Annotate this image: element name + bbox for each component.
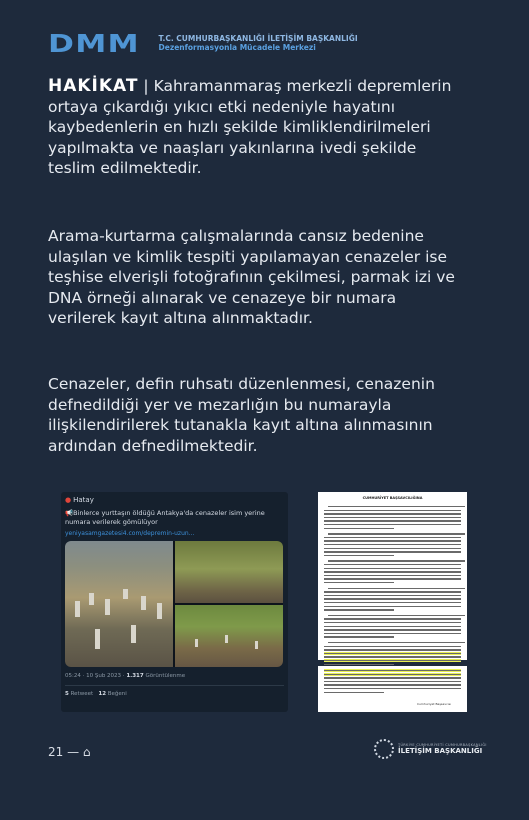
document-text-line (324, 578, 461, 579)
document-text-line (324, 618, 461, 619)
pin-icon: ● (65, 496, 72, 504)
document-text-line (324, 598, 461, 599)
document-text-line (324, 564, 461, 565)
document-text-line (324, 629, 461, 630)
document-text-line (324, 609, 394, 610)
paragraph-1-text: Kahramanmaraş merkezli depremlerin ortaya çıkardığı yıkıcı etki nedeniyle hayatını kaybedenlerin en hızlı şekilde kimliklendirilmeleri yapılmakta ve naaşları yakınlarına ivedi şekilde teslim edilmektedir. (48, 77, 452, 177)
document-text-line (324, 649, 461, 650)
tweet-views-count: 1.317 (126, 673, 144, 679)
document-text-line (324, 524, 461, 525)
document-text-line (328, 533, 465, 534)
document-text-line (324, 582, 394, 583)
separator: | (138, 77, 154, 95)
hakikat-label: HAKİKAT (48, 76, 139, 96)
tweet-images (65, 541, 283, 667)
document-text-line (324, 575, 461, 576)
dmm-logo: DMM (48, 29, 140, 58)
document-text-line (324, 517, 461, 518)
document-text-line (328, 642, 465, 643)
likes-label: Beğeni (106, 691, 127, 697)
document-text-line (324, 660, 461, 661)
document-text-line (324, 606, 461, 607)
retweets-label: Retweet (68, 691, 94, 697)
tweet-meta (65, 673, 185, 679)
document-text-line (324, 653, 461, 654)
page-number: 21 — ⌂ (48, 745, 91, 759)
document-text-line (324, 688, 461, 689)
likes-count: 12 (98, 691, 107, 697)
tweet-location (65, 496, 94, 504)
document-text-line (324, 551, 461, 552)
document-text-line (324, 664, 394, 665)
document-text-line (324, 692, 384, 693)
document-text-line (328, 560, 465, 561)
official-document-page1 (318, 492, 467, 660)
header (48, 31, 358, 56)
field-photo-top (175, 541, 283, 603)
paragraph-2: Arama-kurtarma çalışmalarında cansız bedenine ulaşılan ve kimlik tespiti yapılamayan cenazeler ise teşhise elverişli fotoğrafının çekilmesi, parmak izi ve DNA örneği alınarak ve cenazeye bir numara verilerek kayıt altına alınmaktadır. (48, 227, 455, 327)
footer-logo (374, 739, 487, 759)
document-text-line (324, 674, 461, 675)
document-text-line (328, 506, 465, 507)
footer-org-big: İLETİŞİM BAŞKANLIĞI (398, 747, 483, 755)
document-text-line (324, 510, 461, 511)
paragraph-1 (48, 76, 468, 179)
document-text-line (324, 591, 461, 592)
document-text-line (324, 677, 461, 678)
document-text-line (324, 537, 461, 538)
paragraph-3: Cenazeler, defin ruhsatı düzenlenmesi, cenazenin defnedildiği yer ve mezarlığın bu numarayla ilişkilendirilerek tutanakla kayıt altına alınmasının ardından defnedilmektedir. (48, 375, 435, 455)
org-line1: T.C. CUMHURBAŞKANLIĞI İLETİŞİM BAŞKANLIĞI (158, 33, 358, 43)
document-text-line (324, 540, 461, 541)
tweet-location-text: Hatay (73, 496, 94, 504)
document-text-line (324, 622, 461, 623)
document-signature: Cumhuriyet Başsavcısı (416, 702, 451, 706)
tweet-time: 05:24 · 10 Şub 2023 · (65, 673, 127, 679)
footer-org-small: TÜRKİYE CUMHURİYETİ CUMHURBAŞKANLIĞI (398, 743, 487, 747)
tweet-stats (65, 691, 127, 697)
cemetery-photo (65, 541, 173, 667)
document-text-line (324, 548, 461, 549)
document-text-line (324, 513, 461, 514)
document-text-line (324, 528, 394, 529)
document-text-line (324, 568, 461, 569)
document-text-line (324, 681, 461, 682)
tweet-views-label: Görüntülenme (143, 673, 186, 679)
tweet-link[interactable]: yeniyasamgazetesi4.com/depremin-uzun... (65, 530, 195, 537)
document-text-line (324, 656, 461, 657)
document-text-line (324, 602, 461, 603)
field-photo-bottom (175, 605, 283, 667)
tweet-divider (65, 685, 284, 686)
tweet-screenshot (61, 492, 288, 712)
document-title: CUMHURİYET BAŞSAVCILIĞINA (362, 496, 423, 500)
document-text-line (324, 636, 394, 637)
document-text-line (328, 615, 465, 616)
document-text-line (324, 571, 461, 572)
document-text-line (324, 595, 461, 596)
document-text-line (328, 588, 465, 589)
document-text-line (324, 520, 461, 521)
document-text-line (324, 670, 461, 671)
document-text-line (324, 555, 394, 556)
document-text-line (324, 626, 461, 627)
retweets-count: 5 (65, 691, 69, 697)
document-text-line (324, 633, 461, 634)
document-text-line (324, 544, 461, 545)
org-name (159, 35, 358, 52)
tweet-text: 📢Binlerce yurttaşın öldüğü Antakya'da cenazeler isim yerine numara verilerek gömülüyor (65, 509, 265, 526)
official-document-page2 (318, 666, 467, 712)
document-text-line (324, 684, 461, 685)
emblem-icon (374, 739, 394, 759)
org-line2: Dezenformasyonla Mücadele Merkezi (158, 42, 316, 52)
document-text-line (324, 646, 461, 647)
